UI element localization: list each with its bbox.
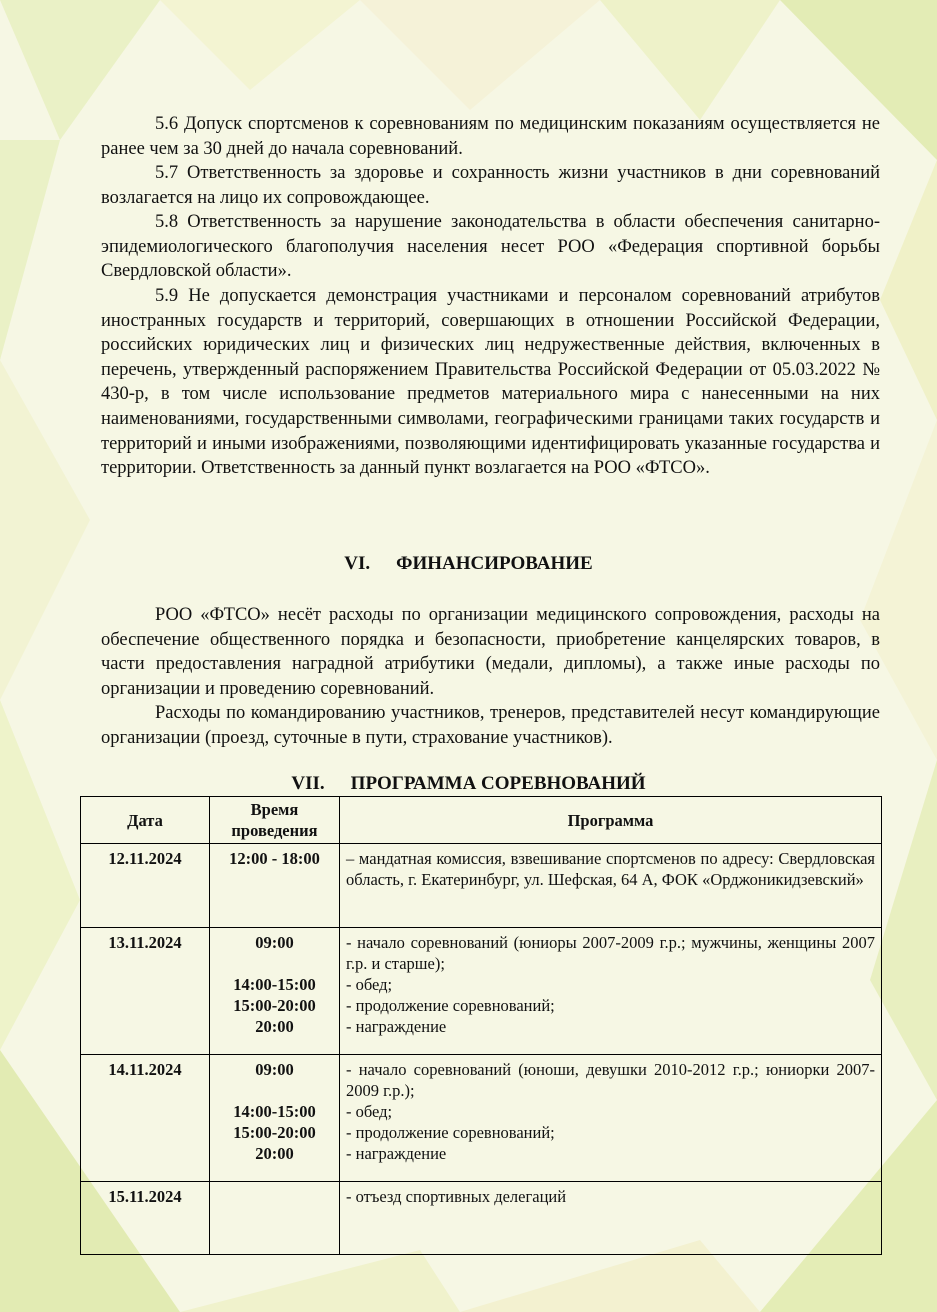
time-value: 20:00	[255, 1144, 294, 1163]
program-item: - награждение	[346, 1144, 447, 1163]
table-row	[81, 928, 882, 1055]
row-program	[340, 844, 882, 928]
row-date: 12.11.2024	[81, 844, 210, 928]
row-date: 14.11.2024	[81, 1055, 210, 1182]
time-value: 14:00-15:00	[233, 1102, 316, 1121]
row-date: 15.11.2024	[81, 1182, 210, 1255]
financing-paragraph-1: РОО «ФТСО» несёт расходы по организации медицинского сопровождения, расходы на обеспечение общественного порядка и безопасности, приобретение канцелярских товаров, в части предоставления наградной атрибутики (медали, дипломы), а также иные расходы по организации и проведению соревнований.	[101, 605, 880, 699]
table-row	[81, 1182, 882, 1255]
time-spacer	[216, 953, 333, 974]
row-program	[340, 1182, 882, 1255]
program-item: - начало соревнований (юниоры 2007-2009 г.р.; мужчины, женщины 2007 г.р. и старше);	[346, 933, 875, 973]
time-value: 12:00 - 18:00	[229, 849, 320, 868]
program-item: – мандатная комиссия, взвешивание спортсменов по адресу: Свердловская область, г. Екатеринбург, ул. Шефская, 64 А, ФОК «Орджоникидзевский»	[346, 849, 875, 889]
program-item: - награждение	[346, 1017, 447, 1036]
time-value: 09:00	[255, 1060, 294, 1079]
section-7-number: VII.	[291, 773, 325, 794]
row-times	[210, 928, 340, 1055]
paragraph-5-7: 5.7 Ответственность за здоровье и сохранность жизни участников в дни соревнований возлагается на лицо их сопровождающее.	[101, 163, 880, 208]
row-times	[210, 844, 340, 928]
paragraph-5-6: 5.6 Допуск спортсменов к соревнованиям по медицинским показаниям осуществляется не ранее чем за 30 дней до начала соревнований.	[101, 114, 880, 159]
table-header-row	[81, 797, 882, 844]
table-row	[81, 1055, 882, 1182]
time-value: 15:00-20:00	[233, 1123, 316, 1142]
header-time: Время проведения	[210, 797, 340, 844]
row-times	[210, 1182, 340, 1255]
paragraph-5-9: 5.9 Не допускается демонстрация участниками и персоналом соревнований атрибутов иностранных государств и территорий, совершающих в отношении Российской Федерации, российских юридических лиц и физических лиц недружественные действия, включенных в перечень, утвержденный распоряжением Правительства Российской Федерации от 05.03.2022 № 430-р, в том числе использование предметов материального мира с нанесенными на них наименованиями, государственными символами, географическими границами таких государств и территорий и иными изображениями, позволяющими идентифицировать указанные государства и территории. Ответственность за данный пункт возлагается на РОО «ФТСО».	[101, 286, 880, 479]
section-6-title: ФИНАНСИРОВАНИЕ	[396, 553, 593, 574]
time-value: 20:00	[255, 1017, 294, 1036]
section-7-heading	[0, 773, 937, 795]
time-value: 14:00-15:00	[233, 975, 316, 994]
paragraph-5-8: 5.8 Ответственность за нарушение законодательства в области обеспечения санитарно-эпидемиологического благополучия населения несет РОО «Федерация спортивной борьбы Свердловской области».	[101, 212, 880, 282]
row-date: 13.11.2024	[81, 928, 210, 1055]
program-table	[80, 796, 882, 1255]
financing-paragraph-2: Расходы по командированию участников, тренеров, представителей несут командирующие организации (проезд, суточные в пути, страхование участников).	[101, 703, 880, 748]
program-item: - продолжение соревнований;	[346, 996, 555, 1015]
program-item: - продолжение соревнований;	[346, 1123, 555, 1142]
time-spacer	[216, 1080, 333, 1101]
header-program: Программа	[340, 797, 882, 844]
section-7-title: ПРОГРАММА СОРЕВНОВАНИЙ	[350, 773, 646, 794]
program-item: - обед;	[346, 975, 393, 994]
program-item: - начало соревнований (юноши, девушки 2010-2012 г.р.; юниорки 2007-2009 г.р.);	[346, 1060, 875, 1100]
row-times	[210, 1055, 340, 1182]
time-value: 09:00	[255, 933, 294, 952]
program-item: - обед;	[346, 1102, 393, 1121]
section-6-heading	[0, 553, 937, 575]
row-program	[340, 928, 882, 1055]
time-value: 15:00-20:00	[233, 996, 316, 1015]
table-row	[81, 844, 882, 928]
section-6-number: VI.	[344, 553, 371, 574]
program-item: - отъезд спортивных делегаций	[346, 1187, 567, 1206]
header-date: Дата	[81, 797, 210, 844]
row-program	[340, 1055, 882, 1182]
